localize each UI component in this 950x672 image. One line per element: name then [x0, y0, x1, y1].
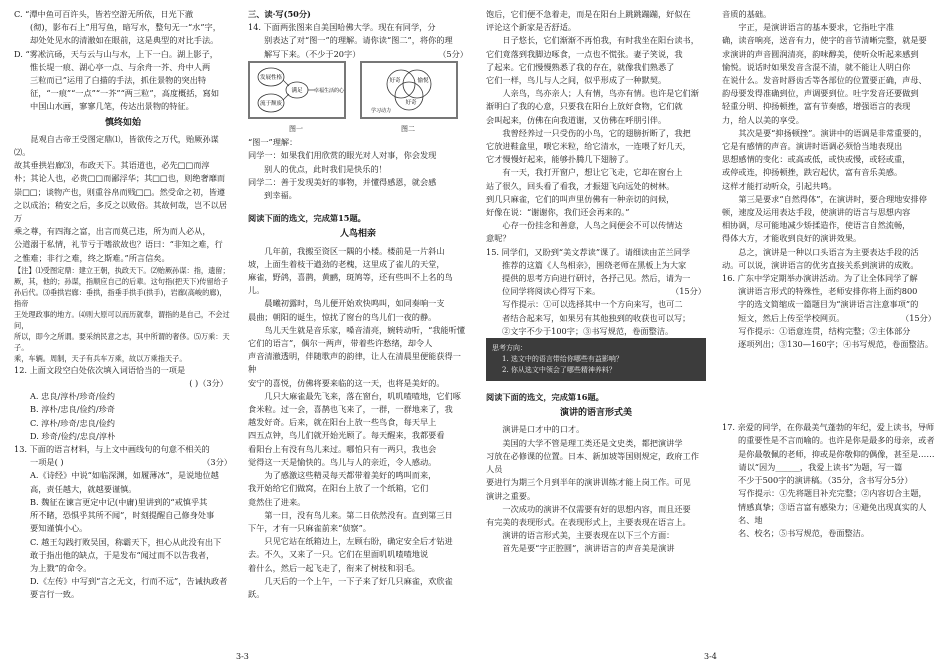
writing-tips: 名、校名；⑤书写规范，卷面整洁。: [738, 527, 870, 538]
question-14: 解写下来。（不少于20字） （5分）: [264, 48, 468, 59]
story-line: 意呢？: [486, 233, 511, 244]
fig2-label: 愉悦: [417, 77, 429, 84]
story-line: 我开始给它们做窝，在阳台上放了一个纸箱，它们: [248, 483, 429, 494]
story-line: 日子悠长，它们渐渐不再怕我，有时我坐在阳台读书，: [502, 35, 699, 46]
essay-line: 演讲是口才中的口才。: [502, 424, 585, 435]
essay-line: 顿，速度及运用表达手段，使演讲的语言与思想内容: [722, 207, 911, 218]
story-line: 第一日，没有鸟儿来。第二日依然没有。直到第三日: [264, 509, 453, 520]
essay-line: 或停或连，抑扬顿挫，跌宕起伏，富有音乐美感。: [722, 167, 903, 178]
question-13-option: 为上戮”的命令。: [30, 562, 92, 573]
column-4: [722, 8, 936, 540]
page-number: 3-3: [236, 652, 249, 661]
column-3: [486, 8, 706, 556]
question-16: 16. 广东中学定期举办演讲活动。为了让全体同学了解: [722, 273, 918, 284]
essay-line: 习放在必修课的位置。日本、新加坡等国则规定，政府工作人员: [486, 450, 699, 475]
student-response: 同学二：善于发现美好的事物，并懂得感恩，就会感: [248, 176, 437, 187]
essay-line: 它是有感情的声音。演讲时语调必须恰当地表现出: [722, 141, 903, 152]
option-d-line: 征，“一痕”“一点”“一芥”“两三粒”，高度概括，寫如: [30, 88, 220, 99]
classical-passage: [14, 133, 232, 265]
story-line: 坡，上面生着枝干遒劲的老槐，这里成了雀儿的天堂，: [248, 258, 445, 269]
story-line: 声音清澈透明，伴随歌声的韵律，让人在清晨里便能获得一种: [248, 351, 461, 375]
story-line: 四五点钟，鸟儿们就开始光顾了。每天醒来，我都要看: [248, 430, 445, 441]
blackboard-box: [486, 338, 706, 381]
figure-1-caption: 图一: [289, 125, 303, 134]
question-12-option: A. 忠良/淳朴/珍奇/俭约: [30, 391, 115, 402]
story-line: 人亲鸟，鸟亦亲人；人有情，鸟亦有情。也许是它们渐: [502, 88, 699, 99]
student-response: 同学一：如果我们用欣赏的眼光对人对事，你会发现: [248, 150, 437, 161]
figure-1: [248, 61, 346, 136]
column-1: [14, 8, 232, 602]
story-line: 几只大麻雀最先飞来，落在窗台，叽叽喳喳地，它们啄: [264, 390, 461, 401]
diagrams: [248, 61, 468, 136]
essay-line: 动。可以说，演讲语言的优劣直接关系到演讲的成败。: [722, 259, 919, 270]
story-line: 它放进鞋盒里，喂它米粒，给它清水，一连喂了好几天，: [486, 141, 691, 152]
fig1-label: 幸福生活的心: [313, 87, 345, 94]
essay-line: 韵母要发得准确到位，声调要到位。吐字发音还要做到: [722, 88, 919, 99]
essay-line: 求演讲的声音圆润清亮，韵味醇美，使听众听起来感到: [722, 48, 919, 59]
story-line: 几天后的一个上午，一下子来了好几只麻雀，欢欣雀跃。: [248, 575, 453, 599]
essay-line: 其次是要“抑扬顿挫”。演讲中的语调是非常重要的，: [738, 127, 927, 138]
column-2: [248, 8, 468, 601]
essay-line: 音质的基础。: [722, 9, 772, 19]
question-12-option: B. 淳朴/忠良/俭约/珍奇: [30, 404, 115, 415]
blackboard-item: 2. 你从选文中领会了哪些精神养料？: [502, 366, 616, 375]
story-line: 看阳台上有没有鸟儿来过。哪怕只有一两只，我也会: [248, 443, 437, 454]
question-17-prompt: 不少于500字的演讲稿。（35分，含书写分5分）: [738, 475, 913, 486]
fig1-label: 流于颓废: [259, 100, 283, 107]
passage-line: 故其垂拱岩廊⑶，布政天下。其语道也，必先□□而淳: [14, 160, 210, 171]
note-line: 乘，车辆。周制，天子有兵车万乘，故以万乘指天子。: [14, 353, 187, 363]
question-13: 13. 下面的语言材料，与上文中画线句的句意不相关的: [14, 444, 210, 455]
passage-line: 之惟难；非行之难，终之斯难。”所言信矣。: [14, 252, 170, 263]
essay-line: 轻重分明、抑扬顿挫，富有节奏感，增强语言的表现: [722, 101, 911, 112]
story-line: 竟然住了进来。: [248, 496, 306, 507]
question-12-option: D. 珍奇/俭约/忠良/淳朴: [30, 430, 116, 441]
essay-line: 确，读音响亮，送音有力，使字的音节清晰完整，就是要: [722, 35, 927, 46]
question-13-option: B. 魏征在谏言更定中记(中庸)里讲到的“戒慎乎其: [30, 496, 208, 507]
essay-line: 思想感情的变化：或高或低，或快或慢，或轻或重，: [722, 154, 911, 165]
option-d-line: 中国山水画，寥寥几笔，传达出景物的特征。: [30, 101, 194, 112]
passage-line: 乘之尊，有四海之富，出言而莫己违，所为而人必从，: [14, 226, 211, 237]
story-line: 晨曦初露时，鸟儿便开始欢快鸣叫，如同奏响一支: [264, 298, 445, 309]
page-number: 3-4: [704, 652, 717, 661]
writing-tips: ②文字不少于100字；③书写规范，卷面整洁。: [502, 325, 674, 336]
question-12-score: ( )（3分）: [189, 378, 228, 389]
fig1-label: 满足: [291, 87, 303, 94]
writing-tips: 者结合起来写，如果另有其他独到的收获也可以写；: [502, 312, 691, 323]
figure-2-diagram: [360, 61, 458, 119]
story-line: 评论这个新家是否舒适。: [486, 22, 577, 33]
question-13-option: 要言行一致。: [30, 589, 80, 600]
passage-line: 朴；其论人也，必贵□□而鄙浮华；其□□也，则绝奢靡而: [14, 173, 226, 184]
fig2-label: 好奇: [389, 77, 401, 84]
story-line: 几年前，我搬至资区一隅的小楼。楼前是一片斜山: [264, 245, 445, 256]
story-line: 它们一样，鸟儿与人之间，似乎形成了一种默契。: [486, 75, 667, 86]
story-text-continued: [486, 8, 706, 246]
fig2-label: 学习动力: [370, 107, 392, 114]
question-17-prompt: 请以“因为______，我爱上读书”为题，写一篇: [738, 461, 903, 472]
figure-2: [360, 61, 458, 136]
fig1-label: 发展性格: [259, 74, 283, 81]
writing-tips: 写作提示：①语意连贯，结构完整；②主体部分: [738, 325, 911, 336]
story-line: 站了很久，回头看了看我，才振翅飞向远处的树林。: [486, 180, 675, 191]
option-d-line: 三粒而已”运用了白描的手法，抓住景物的突出特: [30, 75, 207, 86]
question-12-option: C. 淳朴/珍奇/忠良/俭约: [30, 417, 115, 428]
story-line: 心存一份挂念和善意，人鸟之间便会不可以传情达: [502, 220, 683, 231]
story-line: 会叫起来，仿佛在向我道谢，又仿佛在呼朋引伴。: [486, 114, 667, 125]
story-line: 好像在说：“谢谢你，我们还会再来的。”: [486, 207, 630, 218]
question-13-option: 高，责任越大，就越要谨慎。: [30, 483, 137, 494]
story-line: 它才慢慢好起来，能够扑腾几下翅膀了。: [486, 154, 634, 165]
student-response: 别人的优点，此时我们是快乐的！: [264, 163, 387, 174]
question-13: 一项是( ) （3分）: [30, 457, 232, 468]
essay-line: 总之，演讲是一种以口头语言为主要表达手段的活: [738, 246, 919, 257]
question-13-option: 要知谨慎小心。: [30, 523, 88, 534]
question-13-option: C. 越王勾践打败吴国，称霸天下，担心从此没有出下: [30, 536, 222, 547]
essay-line: 得体大方，才能收到良好的演讲效果。: [722, 233, 862, 244]
section-heading: 三、读·写(50分): [248, 9, 311, 19]
passage-title: 慎终如始: [104, 117, 141, 128]
note-line: 孙后代。⑶垂拱岩廊：垂拱，指垂手拱手(拱手)，岩廊(高峻的廊)，指帝: [14, 287, 227, 308]
note-line: 厥，其，他的；孙谋，指顺应自己的后辈。这句指(把天下)传留给子: [14, 276, 229, 286]
story-line: 有一天，我打开窗户，想让它飞走，它却在窗台上: [502, 167, 683, 178]
question-14: 别表达了对“图一”的理解。请你读“图二”，将你的理: [264, 35, 453, 46]
essay-line: 演讲之重要。: [486, 490, 536, 501]
essay-text-continued: [722, 8, 936, 272]
figure-2-caption: 图二: [401, 125, 415, 134]
story-line: 着什么，然后一起飞走了，衔来了树枝和羽毛。: [248, 562, 420, 573]
essay-line: 美国的大学不管是理工类还是文史类，都把演讲学: [502, 437, 683, 448]
question-15: 15. 同学们，又盼到“美文荐读”课了。请细读由芷兰同学: [486, 246, 691, 257]
question-16: 短文，然后上传至学校网页。 （15分）: [738, 312, 936, 323]
question-17: 17. 亲爱的同学，在你最美气蓬勃的年纪，爱上读书，导师: [722, 422, 935, 433]
essay-text: [486, 423, 706, 555]
question-16: 字的选文简缩成一篇题目为“演讲语言注意事项”的: [738, 299, 919, 310]
question-14: 14. 下面两张图来自美国哈佛大学。现在有同学，分: [248, 22, 436, 33]
story-line: 麻雀，野鸽，喜鹊，黄鹂，斑鸠等，还有些叫不上名的鸟儿。: [248, 272, 453, 296]
blackboard-item: 1. 选文中的语言带给你哪些有益影响？: [502, 355, 623, 364]
passage-line: 昆观自古帝王受图定鼎⑴，皆欲传之万代，贻厥孙谋⑵。: [14, 133, 219, 158]
option-c-line: 却处处见水的清澈如在眼前，这是典型的对比手法。: [30, 35, 219, 46]
question-16: 演讲语言形式的特殊性，老师安排你将上面约800: [738, 286, 918, 297]
passage-line: 之以成治；稍安之后，多反之以败俗。其故何哉，岂不以居万: [14, 199, 227, 224]
writing-tips: 情感真挚；③语言富有感染力；④避免出现真实的人名、地: [738, 501, 927, 525]
story-line: 它们的语言”，偶尔一两声，带着些许愁绪，却令人: [248, 338, 433, 349]
option-c-line: C. “潭中鱼可百许头，皆若空游无所依，日光下澈: [14, 9, 194, 19]
option-d-line: D. “雾凇沆砀，天与云与山与水，上下一白。湖上影子，: [14, 48, 218, 59]
question-12: 12. 上面文段空白处依次填入词语恰当的一项是: [14, 364, 186, 375]
question-15: 推荐的这篇《人鸟相亲》，围绕老师在黑板上为大家: [502, 259, 687, 270]
blackboard-title: 思考方向：: [492, 344, 527, 353]
story-line: 饱后，它们便不急着走，而是在阳台上跳跳蹦蹦，好似在: [486, 9, 691, 19]
essay-line: 在说什么。发音时唇齿舌等各部位的位置要正确，声母、: [722, 75, 927, 86]
question-13-option: D.《左传》中写到“言之无文，行而不远”，告诫执政者: [30, 576, 228, 587]
story-text: [248, 245, 468, 601]
student-response: 到幸福。: [264, 190, 297, 201]
story-line: 下午，才有一只麻雀前来“侦察”。: [248, 522, 371, 533]
note-line: 所以，即今之所谓。要采纳民意之志，其中所谓的奢侈。⑸万乘：天子。: [14, 331, 230, 352]
story-line: 去。不久，又来了一只。它们在里面叽叽喳喳地说: [248, 549, 429, 560]
essay-line: 一次成功的演讲不仅需要有好的思想内容，而且还要: [502, 503, 691, 514]
story-line: 越发好奇。后来，就在阳台上放一些鸟食，每天早上: [248, 417, 437, 428]
essay-line: 这样才能打动听众，引起共鸣。: [722, 180, 837, 191]
story-line: 鸟儿天生就是音乐家，嗓音清亮，婉转动听，“我能听懂: [264, 324, 466, 335]
annotations: [14, 265, 232, 364]
story-line: 了起来。它们慢慢熟悉了我的存在，就像我们熟悉了: [486, 61, 675, 72]
essay-line: 有完美的表现形式。在表现形式上，主要表现在语言上。: [486, 516, 691, 527]
question-15: 位同学将阅读心得写下来。 （15分）: [502, 286, 706, 297]
fig2-label: 好奇: [405, 99, 417, 106]
writing-tips: 写作提示：①先将题目补充完整；②内容切合主题，: [738, 488, 927, 499]
question-13-option: 敢于指出他的缺点，于是发布“闻过而不以告我者，: [30, 549, 215, 560]
story-title: 人鸟相亲: [339, 229, 376, 240]
option-c-line: (彻)，影布石上”用写鱼，暗写水，整句无一“水”字，: [30, 22, 221, 33]
figure-1-understanding-label: “图一”理解：: [248, 137, 298, 148]
figure-1-diagram: [248, 61, 346, 119]
passage-line: 公道溺于私情，礼节亏于嗜欲故也？语曰：“非知之难，行: [14, 239, 223, 250]
note-line: 王处理政事的地方。⑷则大原可以而历就奉，谓指的是自己，不会过问，: [14, 309, 230, 330]
essay-line: 力，给人以美的享受。: [722, 114, 804, 125]
question-17: 的重要性是不言而喻的。也许是你是最多的母亲，或者: [738, 435, 935, 446]
passage-line: 崇□□；谈物产也，则重谷帛而贱□□。然受命之初，皆遵: [14, 186, 226, 197]
essay-line: 首先是要“字正腔圆”，演讲语言的声音美是演讲: [502, 543, 675, 554]
reading-heading: 阅读下面的选文，完成第15题。: [248, 213, 366, 224]
essay-line: 要进行为期三个月到半年的演讲训练才能上岗工作。可见: [486, 477, 691, 488]
story-line: 只见它站在纸箱边上，左顾右盼，确定安全后才钻进: [264, 536, 453, 547]
essay-line: 第三是要求“自然得体”，在演讲时，要合理地安排停: [738, 193, 927, 204]
writing-tips: 写作提示：①可以选择其中一个方向来写，也可二: [502, 299, 683, 310]
option-d-line: 惟长堤一痕、湖心亭一点、与余舟一芥、舟中人两: [30, 61, 211, 72]
essay-line: 相协调，尽可能地减少矫揉造作，使语言自然流畅，: [722, 220, 911, 231]
essay-line: 演讲的语言形式美，主要表现在以下三个方面：: [502, 530, 675, 541]
question-13-option: A.《诗经》中说“如临深渊，如履薄冰”，是说地位越: [30, 470, 219, 481]
story-line: 渐明白了我的心意，只要我在阳台上放好食物，它们就: [486, 101, 683, 112]
story-line: 为了感激这些精灵每天都带着美好的鸣叫而来，: [264, 470, 437, 481]
note-line: 【注】⑴受图定鼎：建立王朝，执政天下。⑵贻厥孙谋：指，遗留；: [14, 265, 230, 275]
essay-title: 演讲的语言形式美: [559, 408, 632, 419]
story-line: 安宁的喜悦，仿佛将要来临的这一天，也将是美好的。: [248, 377, 445, 388]
story-line: 食米粒。过一会，喜鹊也飞来了，一群，一群地来了，我: [248, 404, 453, 415]
story-line: 觉得这一天是愉快的。鸟儿与人的亲近，令人感动。: [248, 456, 437, 467]
question-15: 提供的思考方向进行研讨，各抒己见。然后，请为一: [502, 273, 691, 284]
essay-line: 字正，是演讲语言的基本要求，它指吐字准: [738, 22, 894, 33]
story-line: 到几只麻雀，它们的叫声里仿佛有一种亲切的问候，: [486, 193, 675, 204]
story-line: 晨曲；朝阳的诞生，惊扰了窗台的鸟儿们一夜的静。: [248, 311, 437, 322]
question-17: 是你最敬佩的老师，抑或是你敬仰的偶像，甚至是……: [738, 448, 935, 459]
essay-line: 愉悦。说话时如果发音含混不清，就不能让人明白你: [722, 61, 911, 72]
story-line: 我曾经养过一只受伤的小鸟，它的翅膀折断了，我把: [502, 127, 691, 138]
story-line: 它们竟落到我脚边啄食，一点也不慌张。妻子笑说，我: [486, 48, 683, 59]
reading-heading: 阅读下面的选文，完成第16题。: [486, 392, 604, 403]
writing-tips: 逐项列出；③130—160字；④书写规范，卷面整洁。: [738, 339, 934, 350]
question-13-option: 所不睹，恐惧乎其所不闻”，时刻提醒自己修身处事: [30, 510, 215, 521]
